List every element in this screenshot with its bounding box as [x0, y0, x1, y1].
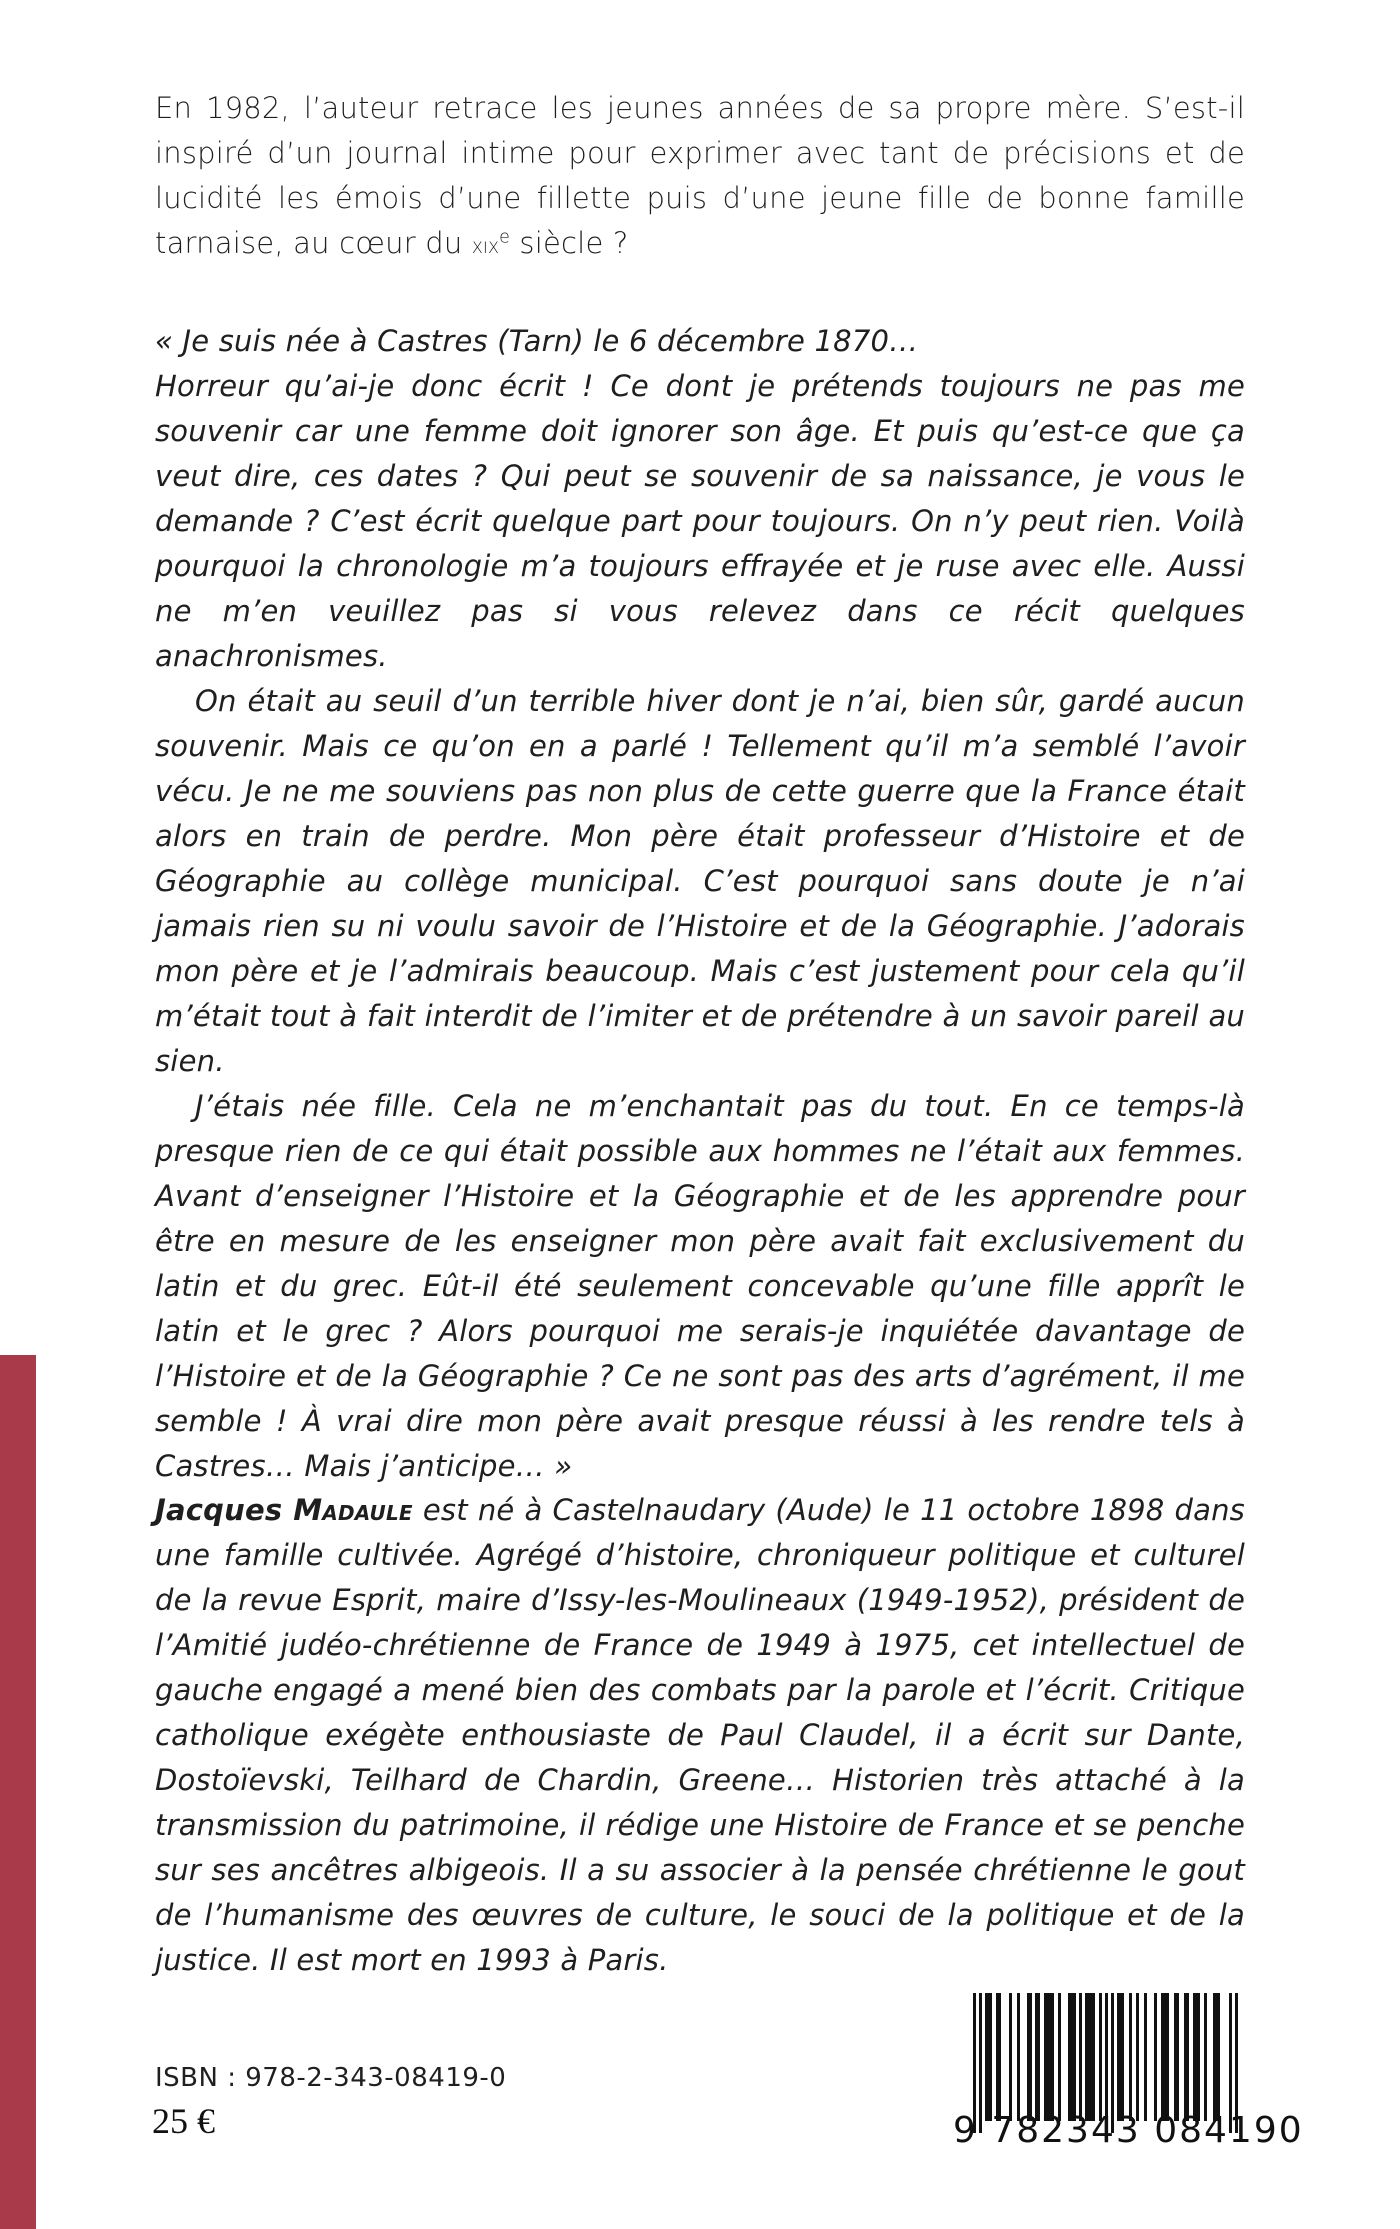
author-bio-body: est né à Castelnaudary (Aude) le 11 octobre 1898 dans une famille cultivée. Agrégé d’histoire, chroniqueur politique et culturel de la revue Esprit, maire d’Issy-les-Moulineaux (1949-1952), président de l’Amitié judéo-chrétienne de France de 1949 à 1975, cet intellectuel de gauche engagé a mené bien des combats par la parole et l’écrit. Critique catholique exégète enthousiaste de Paul Claudel, il a écrit sur Dante, Dostoïevski, Teilhard de Chardin, Greene… Historien très attaché à la transmission du patrimoine, il rédige une Histoire de France et se penche sur ses ancêtres albigeois. Il a su associer à la pensée chrétienne le gout de l’humanisme des œuvres de culture, le souci de la politique et de la justice. Il est mort en 1993 à Paris.	[155, 1493, 1245, 1977]
intro-text-main: En 1982, l’auteur retrace les jeunes années de sa propre mère. S’est-il inspiré d’un journal intime pour exprimer avec tant de précisions et de lucidité les émois d’une fillette puis d’une jeune fille de bonne famille tarnaise, au cœur du	[155, 91, 1245, 260]
intro-text	[155, 86, 1245, 268]
century-numeral: xix	[471, 232, 500, 259]
intro-text-end: siècle ?	[510, 226, 629, 260]
author-first-name: Jacques	[155, 1493, 294, 1527]
accent-bar	[0, 1355, 36, 2229]
quote-opening-line: « Je suis née à Castres (Tarn) le 6 décembre 1870…	[155, 324, 919, 358]
author-bio-text	[155, 1488, 1245, 1983]
isbn-label: ISBN : 978-2-343-08419-0	[155, 2063, 507, 2093]
quote-paragraph: On était au seuil d’un terrible hiver dont je n’ai, bien sûr, gardé aucun souvenir. Mais ce qu’on en a parlé ! Tellement qu’il m’a semblé l’avoir vécu. Je ne me souviens pas non plus de cette guerre que la France était alors en train de perdre. Mon père était professeur d’Histoire et de Géographie au collège municipal. C’est pourquoi sans doute je n’ai jamais rien su ni voulu savoir de l’Histoire et de la Géographie. J’adorais mon père et je l’admirais beaucoup. Mais c’est justement pour cela qu’il m’était tout à fait interdit de l’imiter et de prétendre à un savoir pareil au sien.	[155, 684, 1245, 1078]
price-label: 25 €	[152, 2101, 215, 2141]
century-superscript: e	[499, 227, 511, 248]
barcode	[953, 1993, 1304, 2151]
barcode-digits: 9 782343 084190	[953, 2110, 1304, 2151]
author-bio	[155, 1488, 1245, 1983]
intro-paragraph	[155, 86, 1245, 268]
quote-paragraph: Horreur qu’ai-je donc écrit ! Ce dont je prétends toujours ne pas me souvenir car une femme doit ignorer son âge. Et puis qu’est-ce que ça veut dire, ces dates ? Qui peut se souvenir de sa naissance, je vous le demande ? C’est écrit quelque part pour toujours. On n’y peut rien. Voilà pourquoi la chronologie m’a toujours effrayée et je ruse avec elle. Aussi ne m’en veuillez pas si vous relevez dans ce récit quelques anachronismes.	[155, 369, 1245, 673]
excerpt-quote	[155, 319, 1245, 1489]
author-surname: Madaule	[293, 1493, 413, 1527]
quote-paragraph: J’étais née fille. Cela ne m’enchantait pas du tout. En ce temps-là presque rien de ce qui était possible aux hommes ne l’était aux femmes. Avant d’enseigner l’Histoire et la Géographie et de les apprendre pour être en mesure de les enseigner mon père avait fait exclusivement du latin et du grec. Eût-il été seulement concevable qu’une fille apprît le latin et le grec ? Alors pourquoi me serais-je inquiétée davantage de l’Histoire et de la Géographie ? Ce ne sont pas des arts d’agrément, il me semble ! À vrai dire mon père avait presque réussi à les rendre tels à Castres… Mais j’anticipe… »	[155, 1089, 1245, 1483]
